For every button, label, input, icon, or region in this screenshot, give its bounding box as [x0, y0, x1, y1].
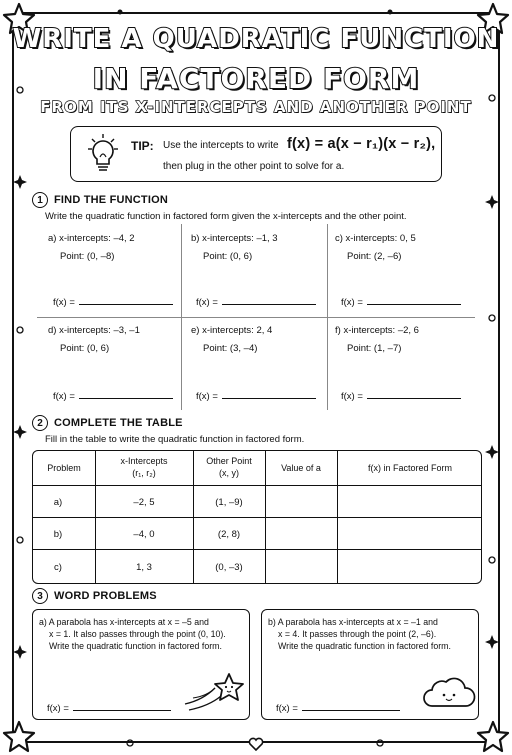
answer-field[interactable]: f(x) = — [53, 296, 173, 308]
answer-field[interactable]: f(x) = — [53, 390, 173, 402]
cell-point: (2, 8) — [217, 529, 241, 540]
cell-intercepts: –4, 0 — [133, 529, 155, 540]
row-label: c) — [54, 562, 62, 573]
cell-point: (0, –3) — [215, 562, 243, 573]
section-1-header — [32, 192, 168, 208]
section-number: 1 — [32, 192, 48, 208]
section-number: 3 — [32, 588, 48, 604]
cloud-icon — [422, 672, 476, 712]
function-table — [32, 450, 482, 584]
answer-field[interactable]: f(x) = — [276, 702, 400, 714]
shooting-star-icon — [183, 668, 247, 712]
section-number: 2 — [32, 415, 48, 431]
answer-field[interactable]: f(x) = — [47, 702, 171, 714]
cell-intercepts: –2, 5 — [133, 497, 155, 508]
section-title: COMPLETE THE TABLE — [54, 417, 183, 429]
header-problem: Problem — [47, 463, 81, 473]
header-intercepts: x-Intercepts (r₁, r₂) — [120, 456, 168, 478]
answer-field[interactable]: f(x) = — [196, 296, 316, 308]
section-title: FIND THE FUNCTION — [54, 194, 169, 206]
tip-text-2: then plug in the other point to solve for a. — [163, 161, 345, 172]
problem-f: f) x-intercepts: –2, 6 Point: (1, –7) — [335, 325, 419, 354]
title-line-1: WRITE A QUADRATIC FUNCTION — [12, 24, 500, 54]
word-problem-a: a) A parabola has x-intercepts at x = –5 and x = 1. It also passes through the point (0, 10). Write the quadratic function in factored form. f(x) = — [32, 609, 250, 720]
tip-label: TIP: — [131, 139, 154, 153]
section-title: WORD PROBLEMS — [54, 590, 157, 602]
row-label: b) — [53, 529, 63, 540]
tip-box — [70, 126, 442, 182]
problem-b: b) x-intercepts: –1, 3 Point: (0, 6) — [191, 233, 278, 262]
subtitle: FROM ITS X-INTERCEPTS AND ANOTHER POINT — [40, 98, 472, 116]
answer-field[interactable]: f(x) = — [341, 390, 461, 402]
header-value-a: Value of a — [281, 463, 321, 473]
word-problem-b: b) A parabola has x-intercepts at x = –1 and x = 4. It passes through the point (2, –6). Write the quadratic function in factored form. f(x) = — [261, 609, 479, 720]
lightbulb-icon — [83, 133, 123, 177]
section-description: Write the quadratic function in factored form given the x-intercepts and the other point. — [45, 211, 407, 222]
tip-formula: f(x) = a(x − r₁)(x − r₂), — [287, 136, 436, 152]
title-line-2: IN FACTORED FORM — [92, 62, 420, 95]
section-2-header — [32, 415, 183, 431]
section-3-header — [32, 588, 157, 604]
problem-a: a) x-intercepts: –4, 2 Point: (0, –8) — [48, 233, 135, 262]
tip-text: Use the intercepts to write — [163, 140, 279, 151]
row-label: a) — [53, 497, 63, 508]
cell-intercepts: 1, 3 — [136, 562, 152, 573]
header-factored-form: f(x) in Factored Form — [367, 463, 452, 473]
header-other-point: Other Point (x, y) — [206, 456, 252, 478]
answer-field[interactable]: f(x) = — [341, 296, 461, 308]
problem-e: e) x-intercepts: 2, 4 Point: (3, –4) — [191, 325, 273, 354]
answer-field[interactable]: f(x) = — [196, 390, 316, 402]
cell-point: (1, –9) — [215, 497, 243, 508]
problem-c: c) x-intercepts: 0, 5 Point: (2, –6) — [335, 233, 416, 262]
problem-d: d) x-intercepts: –3, –1 Point: (0, 6) — [48, 325, 140, 354]
section-description: Fill in the table to write the quadratic function in factored form. — [45, 434, 305, 445]
problem-grid — [37, 224, 475, 410]
